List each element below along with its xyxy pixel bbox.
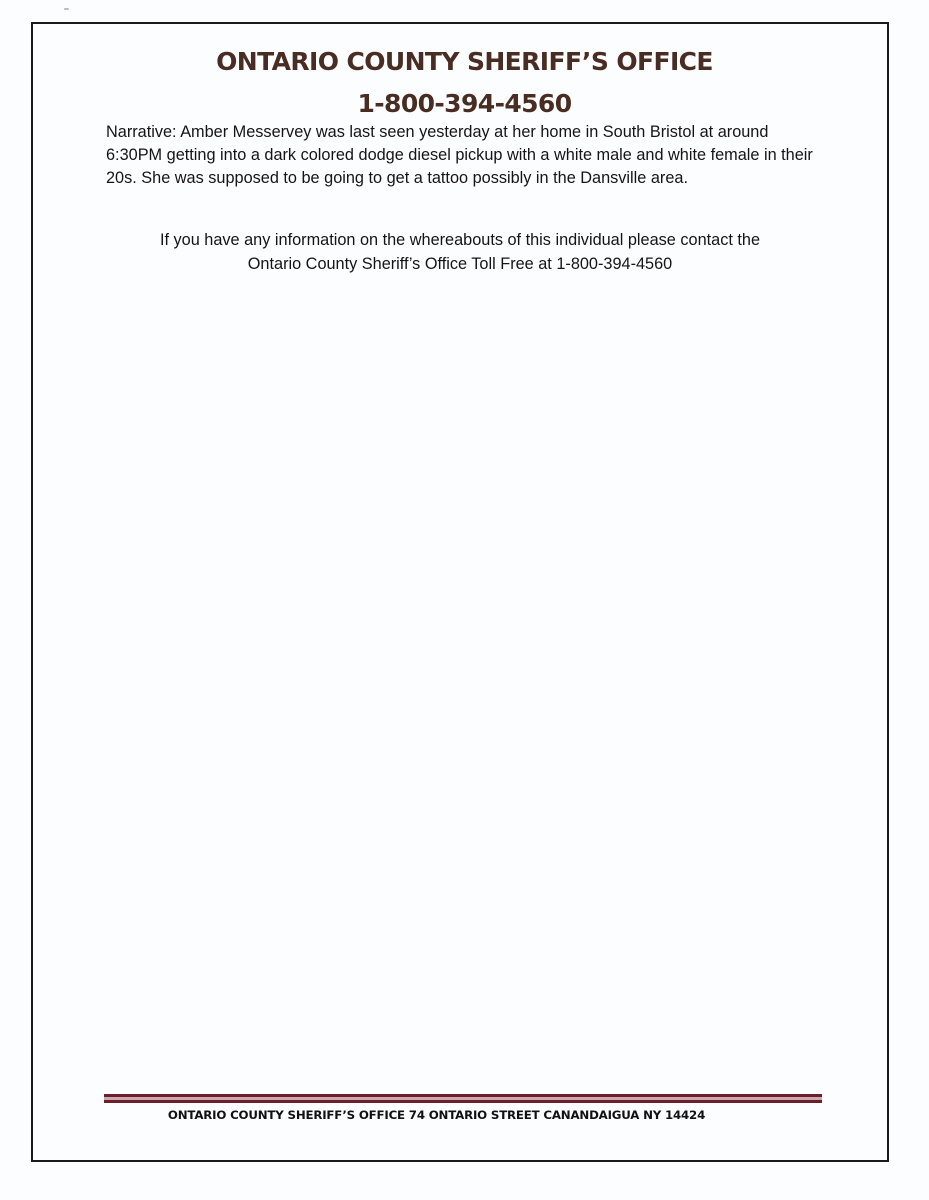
office-title: ONTARIO COUNTY SHERIFF’S OFFICE xyxy=(216,47,713,76)
scan-speck xyxy=(64,8,69,10)
page-border xyxy=(31,22,889,1162)
contact-line-1: If you have any information on the whereabouts of this individual please contact the xyxy=(159,231,761,249)
contact-block xyxy=(100,229,820,276)
office-phone: 1-800-394-4560 xyxy=(357,89,572,118)
footer-divider xyxy=(104,1094,822,1103)
contact-line-2: Ontario County Sheriff’s Office Toll Free at 1-800-394-4560 xyxy=(247,254,673,273)
footer-address: ONTARIO COUNTY SHERIFF’S OFFICE 74 ONTARIO STREET CANANDAIGUA NY 14424 xyxy=(167,1108,706,1122)
narrative-paragraph: Narrative: Amber Messervey was last seen yesterday at her home in South Bristol at around 6:30PM getting into a dark colored dodge diesel pickup with a white male and white female in their 20s. She was supposed to be going to get a tattoo possibly in the Dansville area. xyxy=(106,123,813,188)
